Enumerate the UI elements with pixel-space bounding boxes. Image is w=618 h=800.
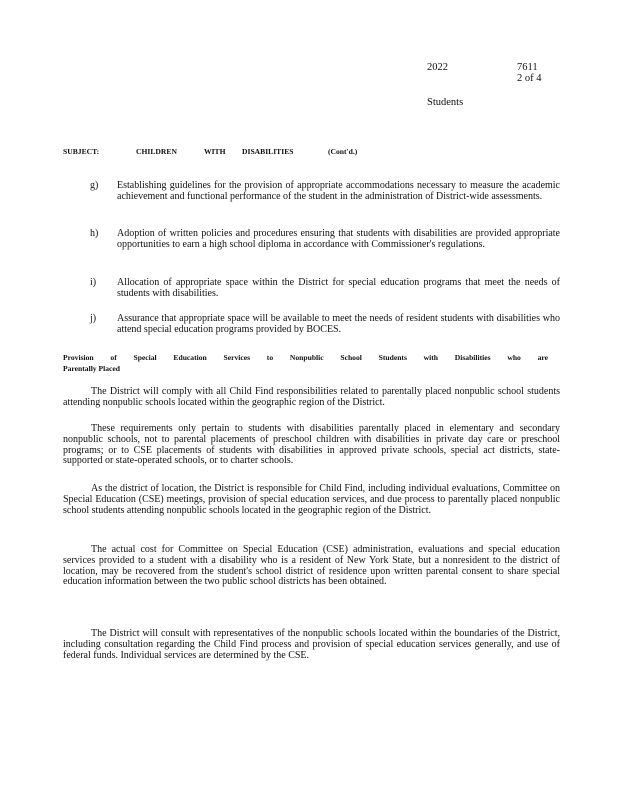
policy-section: Students [427, 97, 464, 108]
paragraph-requirements: These requirements only pertain to students with disabilities parentally placed in elementary and secondary nonpublic schools, not to parental placements of preschool children with disabilities in private day care or preschool programs; or to CSE placements of students with disabilities in approved private schools, special act districts, state-supported or state-operated schools, or to charter schools. [63, 423, 560, 467]
list-item-label: g) [90, 180, 99, 191]
paragraph-district-of-location: As the district of location, the District is responsible for Child Find, including individual evaluations, Committee on Special Education (CSE) meetings, provision of special education services, and due process to parentally placed nonpublic school students attending nonpublic schools located in the geographic region of the District. [63, 483, 560, 516]
page-number: 2 of 4 [517, 73, 542, 84]
list-item-text: Establishing guidelines for the provision of appropriate accommodations necessary to measure the academic achievement and functional performance of the student in the administration of District-wide assessments. [117, 180, 560, 202]
subject-label: SUBJECT: [63, 147, 100, 156]
subject-word-disabilities: DISABILITIES [242, 147, 294, 156]
paragraph-cost-recovery: The actual cost for Committee on Special Education (CSE) administration, evaluations and special education services provided to a student with a disability who is a resident of New York State, but a nonresident to the district of location, may be recovered from the student's school district of residence upon written parental consent to share special education information between the two public school districts has been obtained. [63, 544, 560, 588]
list-item-text: Adoption of written policies and procedures ensuring that students with disabilities are provided appropriate opportunities to earn a high school diploma in accordance with Commissioner's regulations. [117, 228, 560, 250]
list-item-label: h) [90, 228, 99, 239]
list-item-label: i) [90, 277, 97, 288]
list-item-text: Allocation of appropriate space within the District for special education programs that meet the needs of students with disabilities. [117, 277, 560, 299]
section-heading-continued: Parentally Placed [63, 364, 121, 373]
subject-contd: (Cont'd.) [328, 147, 358, 156]
list-item-text: Assurance that appropriate space will be available to meet the needs of resident students with disabilities who attend special education programs provided by BOCES. [117, 313, 560, 335]
policy-number: 7611 [517, 62, 538, 73]
policy-year: 2022 [427, 62, 448, 73]
section-heading: Provision of Special Education Services to Nonpublic School Students with Disabilities who are [63, 353, 548, 362]
paragraph-child-find: The District will comply with all Child Find responsibilities related to parentally placed nonpublic school students attending nonpublic schools located within the geographic region of the District. [63, 386, 560, 408]
subject-word-with: WITH [204, 147, 226, 156]
subject-word-children: CHILDREN [136, 147, 177, 156]
paragraph-consultation: The District will consult with representatives of the nonpublic schools located within the boundaries of the District, including consultation regarding the Child Find process and provision of special education services generally, and use of federal funds. Individual services are determined by the CSE. [63, 628, 560, 661]
list-item-label: j) [90, 313, 97, 324]
